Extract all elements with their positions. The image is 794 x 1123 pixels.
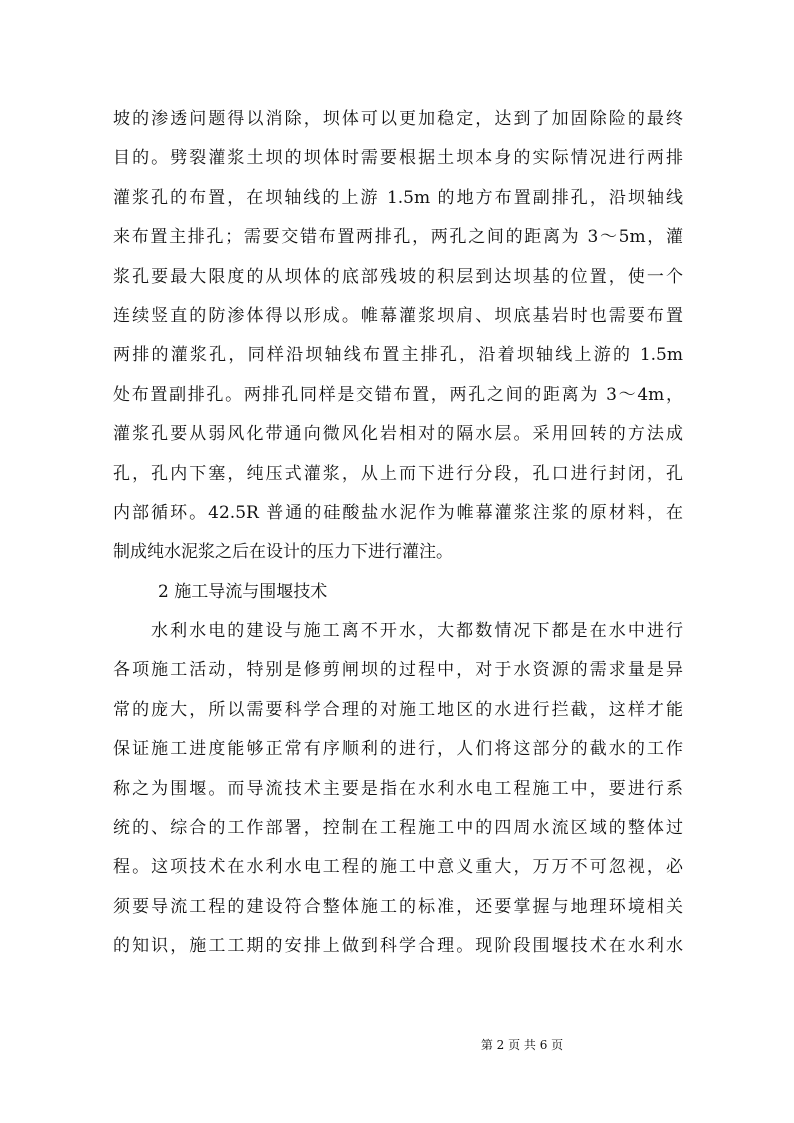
paragraph-line: 须要导流工程的建设符合整体施工的标准，还要掌握与地理环境相关 xyxy=(113,896,683,917)
paragraph-line: 的知识，施工工期的安排上做到科学合理。现阶段围堰技术在水利水 xyxy=(113,936,683,957)
paragraph-line: 内部循环。42.5R 普通的硅酸盐水泥作为帷幕灌浆注浆的原材料，在 xyxy=(113,502,683,523)
paragraph-1 xyxy=(113,100,683,573)
paragraph-2 xyxy=(113,612,683,967)
paragraph-line: 灌浆孔的布置，在坝轴线的上游 1.5m 的地方布置副排孔，沿坝轴线 xyxy=(113,187,683,208)
paragraph-line: 水利水电的建设与施工离不开水，大都数情况下都是在水中进行 xyxy=(151,621,683,642)
paragraph-line: 灌浆孔要从弱风化带通向微风化岩相对的隔水层。采用回转的方法成 xyxy=(113,424,683,445)
paragraph-line: 坡的渗透问题得以消除，坝体可以更加稳定，达到了加固除险的最终 xyxy=(113,109,683,129)
paragraph-line: 统的、综合的工作部署，控制在工程施工中的四周水流区域的整体过 xyxy=(113,818,683,839)
paragraph-line: 程。这项技术在水利水电工程的施工中意义重大，万万不可忽视，必 xyxy=(113,857,683,878)
paragraph-line: 来布置主排孔；需要交错布置两排孔，两孔之间的距离为 3～5m，灌 xyxy=(113,227,683,248)
paragraph-line: 各项施工活动，特别是修剪闸坝的过程中，对于水资源的需求量是异 xyxy=(113,660,683,681)
paragraph-line: 孔，孔内下塞，纯压式灌浆，从上而下进行分段，孔口进行封闭，孔 xyxy=(113,463,683,484)
body-text xyxy=(113,100,683,967)
paragraph-line: 保证施工进度能够正常有序顺利的进行，人们将这部分的截水的工作 xyxy=(113,739,683,760)
page-footer: 第 2 页 共 6 页 xyxy=(480,1038,564,1052)
paragraph-line: 目的。劈裂灌浆土坝的坝体时需要根据土坝本身的实际情况进行两排 xyxy=(113,148,683,169)
paragraph-line: 连续竖直的防渗体得以形成。帷幕灌浆坝肩、坝底基岩时也需要布置 xyxy=(113,305,683,326)
paragraph-line: 处布置副排孔。两排孔同样是交错布置，两孔之间的距离为 3～4m， xyxy=(113,384,683,405)
paragraph-line: 制成纯水泥浆之后在设计的压力下进行灌注。 xyxy=(113,542,453,563)
paragraph-line: 常的庞大，所以需要科学合理的对施工地区的水进行拦截，这样才能 xyxy=(113,699,683,720)
paragraph-line: 浆孔要最大限度的从坝体的底部残坡的积层到达坝基的位置，使一个 xyxy=(113,266,683,287)
paragraph-line: 称之为围堰。而导流技术主要是指在水利水电工程施工中，要进行系 xyxy=(113,778,683,799)
paragraph-line: 两排的灌浆孔，同样沿坝轴线布置主排孔，沿着坝轴线上游的 1.5m xyxy=(113,345,683,366)
section-heading: 2 施工导流与围堰技术 xyxy=(158,581,328,602)
